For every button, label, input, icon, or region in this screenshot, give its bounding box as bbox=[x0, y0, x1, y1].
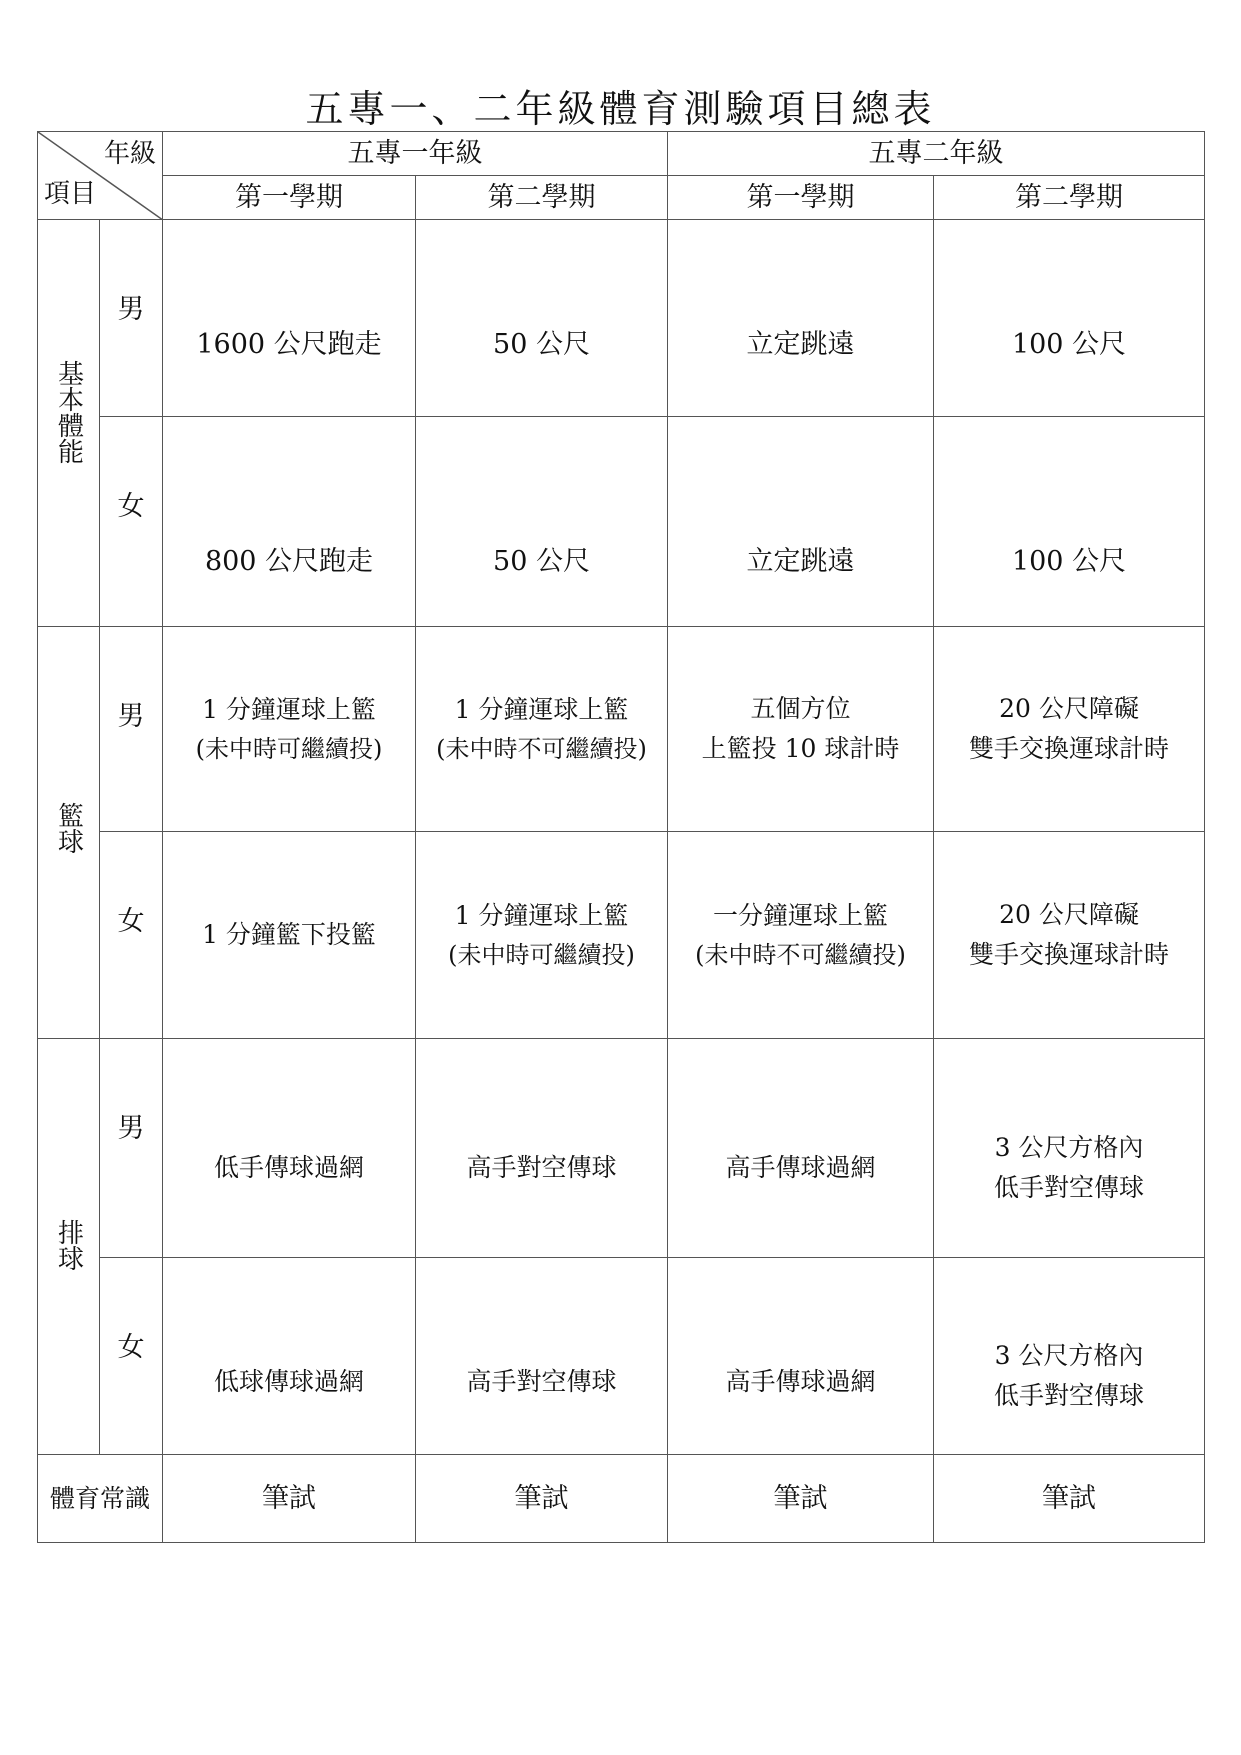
table-cell bbox=[416, 627, 668, 832]
cell-text: (未中時可繼續投) bbox=[195, 735, 383, 764]
fitness-male-row bbox=[38, 220, 1205, 417]
cell-text: 高手傳球過網 bbox=[725, 1367, 876, 1397]
cell-text: 100 公尺 bbox=[1011, 328, 1127, 360]
semester-header: 第二學期 bbox=[416, 176, 668, 220]
corner-year-label: 年級 bbox=[103, 139, 156, 169]
table-cell bbox=[416, 1039, 668, 1258]
semester-header: 第二學期 bbox=[934, 176, 1205, 220]
sex-label: 男 bbox=[100, 1039, 163, 1258]
header-row-years bbox=[38, 132, 1205, 176]
table-cell bbox=[668, 1258, 934, 1455]
cell-text: 50 公尺 bbox=[493, 328, 590, 360]
cell-text: 800 公尺跑走 bbox=[204, 546, 374, 578]
sex-label: 女 bbox=[100, 417, 163, 627]
semester-header: 第一學期 bbox=[668, 176, 934, 220]
knowledge-category-label: 體育常識 bbox=[38, 1455, 163, 1543]
table-cell bbox=[163, 1258, 416, 1455]
basketball-category-label: 籃球 bbox=[53, 802, 84, 855]
test-items-table bbox=[37, 131, 1205, 1543]
table-cell bbox=[934, 417, 1205, 627]
cell-text: 低手傳球過網 bbox=[213, 1153, 364, 1183]
fitness-category-cell bbox=[38, 220, 100, 627]
fitness-female-row bbox=[38, 417, 1205, 627]
basketball-category-cell bbox=[38, 627, 100, 1039]
table-cell bbox=[416, 220, 668, 417]
cell-text: 50 公尺 bbox=[493, 546, 590, 578]
cell-text: 高手對空傳球 bbox=[466, 1153, 617, 1183]
volleyball-male-row bbox=[38, 1039, 1205, 1258]
cell-text: 20 公尺障礙 bbox=[999, 694, 1139, 724]
cell-text: 1 分鐘運球上籃 bbox=[454, 901, 629, 931]
cell-text: 低手對空傳球 bbox=[993, 1173, 1144, 1203]
basketball-male-row bbox=[38, 627, 1205, 832]
table-cell bbox=[934, 220, 1205, 417]
table-cell bbox=[934, 1258, 1205, 1455]
sex-label: 女 bbox=[100, 832, 163, 1039]
cell-text: 立定跳遠 bbox=[746, 328, 855, 360]
cell-text: 100 公尺 bbox=[1011, 546, 1127, 578]
cell-text: 立定跳遠 bbox=[746, 546, 855, 578]
basketball-female-row bbox=[38, 832, 1205, 1039]
sex-label: 男 bbox=[100, 220, 163, 417]
cell-text: 上籃投 10 球計時 bbox=[701, 734, 900, 764]
corner-item-label: 項目 bbox=[44, 178, 97, 209]
cell-text: 20 公尺障礙 bbox=[999, 900, 1139, 930]
table-cell: 筆試 bbox=[934, 1455, 1205, 1543]
volleyball-female-row bbox=[38, 1258, 1205, 1455]
volleyball-category-cell bbox=[38, 1039, 100, 1455]
sex-label: 女 bbox=[100, 1258, 163, 1455]
table-cell bbox=[668, 832, 934, 1039]
cell-text: 低手對空傳球 bbox=[993, 1381, 1144, 1411]
cell-text: 五個方位 bbox=[750, 694, 851, 724]
cell-text: (未中時可繼續投) bbox=[448, 941, 635, 970]
cell-text: 3 公尺方格內 bbox=[994, 1133, 1144, 1163]
header-row-semesters bbox=[38, 176, 1205, 220]
cell-text: 高手傳球過網 bbox=[725, 1153, 876, 1183]
table-cell bbox=[163, 627, 416, 832]
table-cell bbox=[416, 1258, 668, 1455]
table-cell bbox=[668, 220, 934, 417]
knowledge-row bbox=[38, 1455, 1205, 1543]
cell-text: 一分鐘運球上籃 bbox=[712, 901, 888, 931]
cell-text: 雙手交換運球計時 bbox=[968, 734, 1169, 764]
table-cell bbox=[416, 832, 668, 1039]
year2-header: 五專二年級 bbox=[668, 132, 1205, 176]
table-cell bbox=[163, 1039, 416, 1258]
volleyball-category-label: 排球 bbox=[53, 1219, 84, 1272]
cell-text: 低球傳球過網 bbox=[213, 1367, 364, 1397]
table-cell: 筆試 bbox=[668, 1455, 934, 1543]
corner-header-cell bbox=[38, 132, 163, 220]
sex-label: 男 bbox=[100, 627, 163, 832]
table-cell: 筆試 bbox=[163, 1455, 416, 1543]
year1-header: 五專一年級 bbox=[163, 132, 668, 176]
fitness-category-label: 基本體能 bbox=[53, 360, 84, 465]
table-cell: 筆試 bbox=[416, 1455, 668, 1543]
table-cell bbox=[416, 417, 668, 627]
semester-header: 第一學期 bbox=[163, 176, 416, 220]
table-cell bbox=[934, 1039, 1205, 1258]
cell-text: 雙手交換運球計時 bbox=[968, 940, 1169, 970]
table-cell bbox=[163, 832, 416, 1039]
page-title: 五專一、二年級體育測驗項目總表 bbox=[305, 87, 936, 131]
table-cell bbox=[934, 627, 1205, 832]
table-cell bbox=[668, 627, 934, 832]
cell-text: 1 分鐘運球上籃 bbox=[454, 695, 629, 725]
table-cell bbox=[668, 417, 934, 627]
cell-text: 3 公尺方格內 bbox=[994, 1341, 1144, 1371]
cell-text: 1 分鐘籃下投籃 bbox=[202, 920, 376, 950]
cell-text: (未中時不可繼續投) bbox=[695, 941, 906, 970]
cell-text: (未中時不可繼續投) bbox=[436, 735, 647, 764]
table-cell bbox=[163, 417, 416, 627]
cell-text: 高手對空傳球 bbox=[466, 1367, 617, 1397]
table-cell bbox=[934, 832, 1205, 1039]
cell-text: 1 分鐘運球上籃 bbox=[202, 695, 376, 725]
cell-text: 1600 公尺跑走 bbox=[196, 328, 382, 360]
table-cell bbox=[163, 220, 416, 417]
table-cell bbox=[668, 1039, 934, 1258]
